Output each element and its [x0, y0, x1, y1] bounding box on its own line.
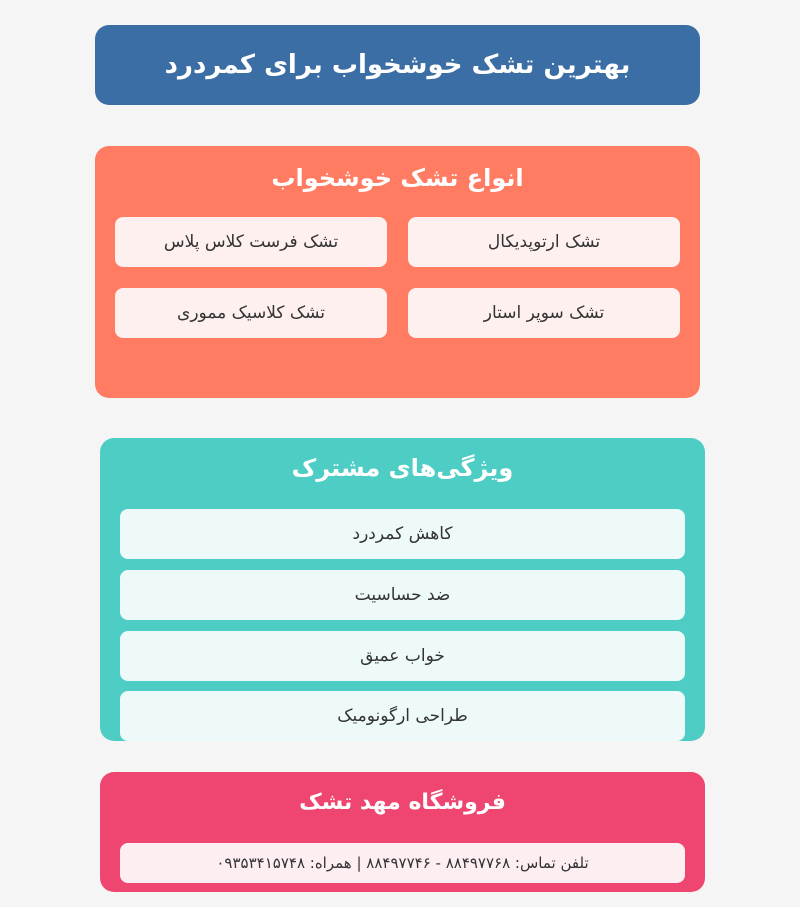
- type-item-super-star: تشک سوپر استار: [408, 288, 680, 338]
- page-title-banner: [95, 25, 700, 105]
- shop-section: [100, 772, 705, 892]
- features-heading: ویژگی‌های مشترک: [291, 454, 514, 482]
- type-item-classic-memory: تشک کلاسیک مموری: [115, 288, 387, 338]
- type-item-first-class-plus: تشک فرست کلاس پلاس: [115, 217, 387, 267]
- contact-info: تلفن تماس: ۸۸۴۹۷۷۶۸ - ۸۸۴۹۷۷۴۶ | همراه: ۰۹۳۵۳۴۱۵۷۴۸: [120, 843, 685, 883]
- feature-item: خواب عمیق: [120, 631, 685, 681]
- feature-item: ضد حساسیت: [120, 570, 685, 620]
- types-heading: انواع تشک خوشخواب: [271, 164, 524, 192]
- shop-heading: فروشگاه مهد تشک: [299, 790, 506, 815]
- feature-item: طراحی ارگونومیک: [120, 691, 685, 741]
- common-features-section: [100, 438, 705, 741]
- page-title: بهترین تشک خوشخواب برای کمردرد: [164, 50, 631, 80]
- feature-item: کاهش کمردرد: [120, 509, 685, 559]
- type-item-orthopedical: تشک ارتوپدیکال: [408, 217, 680, 267]
- mattress-types-section: [95, 146, 700, 398]
